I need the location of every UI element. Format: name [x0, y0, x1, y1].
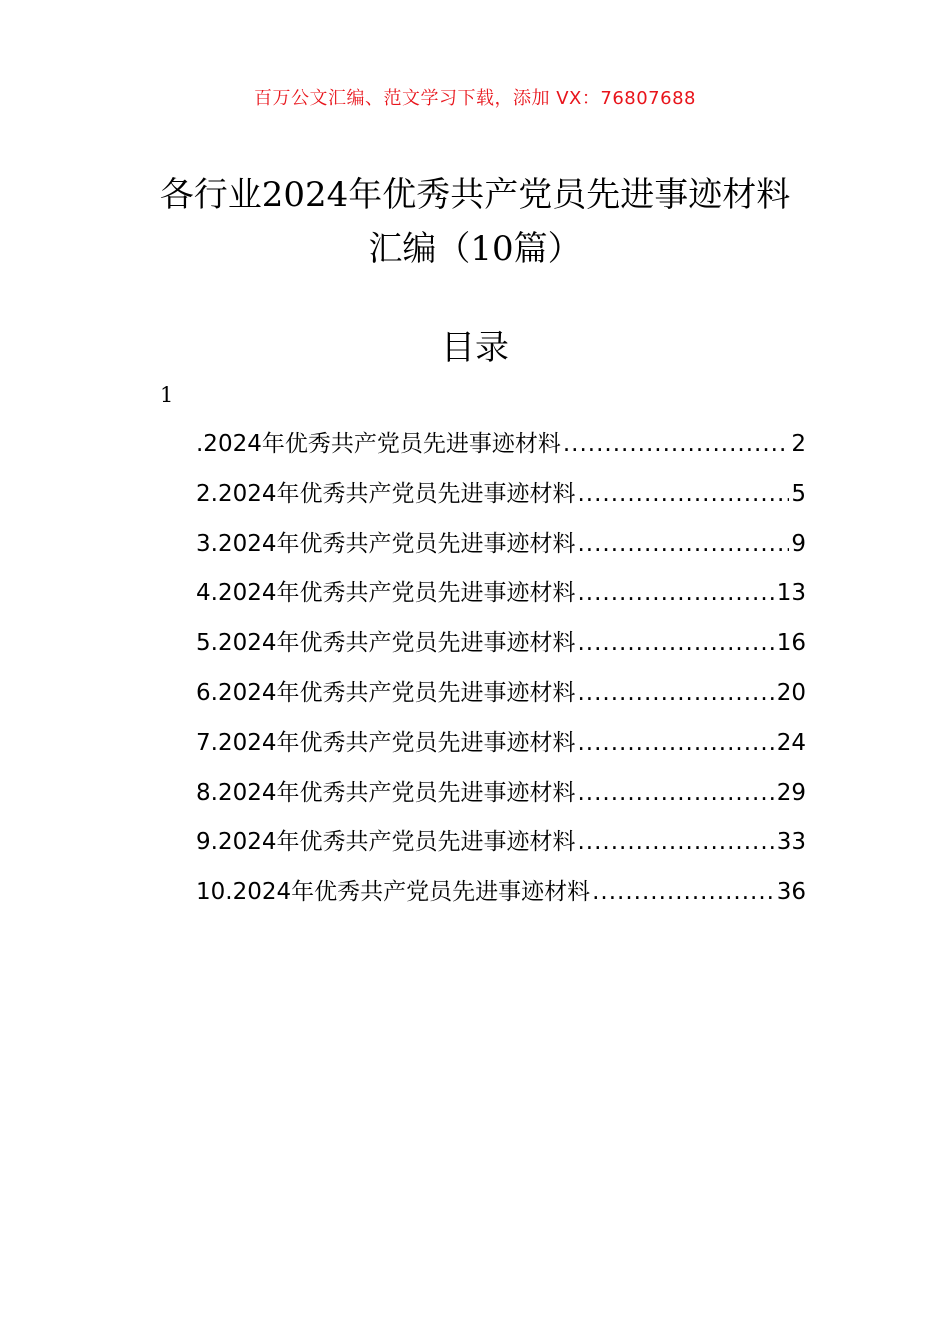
toc-page-number: 33: [776, 829, 806, 856]
toc-dot-leader: [577, 818, 774, 868]
toc-entry[interactable]: [196, 719, 806, 769]
toc-dot-leader: [577, 719, 774, 769]
toc-entry-title: 8.2024年优秀共产党员先进事迹材料: [196, 779, 576, 806]
toc-heading: 目录: [441, 328, 509, 368]
document-title: [60, 168, 890, 276]
toc-page-number: 13: [776, 580, 806, 607]
document-title-line-1: 各行业2024年优秀共产党员先进事迹材料: [159, 175, 791, 215]
toc-entry[interactable]: [196, 769, 806, 819]
toc-page-number: 2: [791, 431, 806, 457]
toc-list: [196, 420, 806, 918]
toc-entry[interactable]: [196, 520, 806, 570]
toc-entry-title: 5.2024年优秀共产党员先进事迹材料: [196, 630, 576, 657]
toc-dot-leader: [577, 619, 774, 669]
toc-dot-leader: [577, 569, 774, 619]
toc-entry[interactable]: [196, 470, 806, 520]
toc-entry[interactable]: [196, 420, 806, 470]
toc-entry[interactable]: [196, 569, 806, 619]
document-title-line-2: 汇编（10篇）: [368, 229, 582, 269]
toc-entry-title: 4.2024年优秀共产党员先进事迹材料: [196, 580, 576, 607]
toc-entry-title: 10.2024年优秀共产党员先进事迹材料: [196, 879, 591, 906]
toc-dot-leader: [577, 470, 789, 520]
toc-page-number: 20: [776, 679, 806, 706]
toc-page-number: 9: [791, 530, 806, 557]
toc-page-number: 5: [791, 480, 806, 507]
toc-entry-title: 3.2024年优秀共产党员先进事迹材料: [196, 530, 576, 557]
toc-dot-leader: [563, 420, 790, 470]
toc-entry[interactable]: [196, 868, 806, 918]
toc-dot-leader: [577, 520, 789, 570]
toc-entry-title: 2.2024年优秀共产党员先进事迹材料: [196, 480, 576, 507]
toc-entry[interactable]: [196, 818, 806, 868]
toc-dot-leader: [577, 769, 774, 819]
toc-entry[interactable]: [196, 619, 806, 669]
toc-entry-title: .2024年优秀共产党员先进事迹材料: [196, 431, 561, 457]
toc-entry-title: 9.2024年优秀共产党员先进事迹材料: [196, 829, 576, 856]
toc-entry[interactable]: [196, 669, 806, 719]
toc-entry-title: 6.2024年优秀共产党员先进事迹材料: [196, 679, 576, 706]
toc-page-number: 36: [776, 879, 806, 906]
toc-dot-leader: [577, 669, 774, 719]
toc-page-number: 16: [776, 630, 806, 657]
toc-dot-leader: [592, 868, 775, 918]
toc-page-number: 24: [776, 729, 806, 756]
toc-stray-number: 1: [160, 383, 174, 407]
toc-entry-title: 7.2024年优秀共产党员先进事迹材料: [196, 729, 576, 756]
toc-page-number: 29: [776, 779, 806, 806]
header-promo-note: 百万公文汇编、范文学习下载，添加 VX：76807688: [254, 88, 696, 109]
